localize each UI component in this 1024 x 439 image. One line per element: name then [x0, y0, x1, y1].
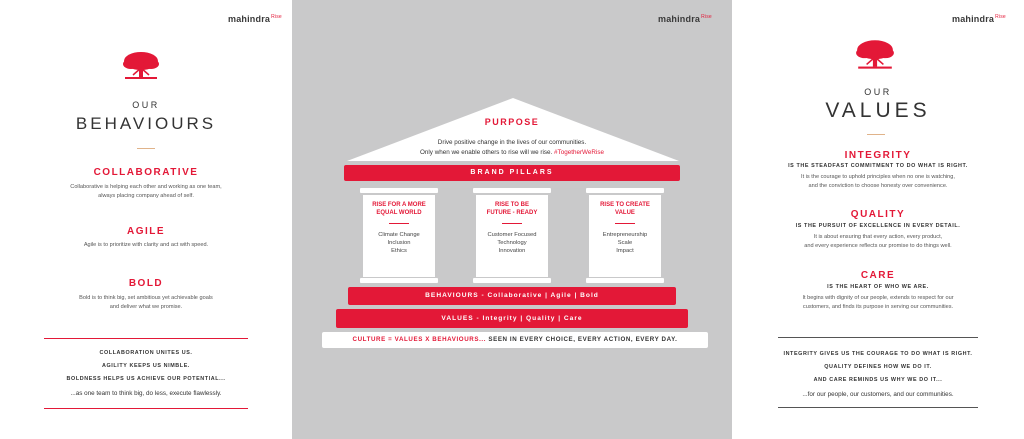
quality-statement: IS THE PURSUIT OF EXCELLENCE IN EVERY DETAIL. — [795, 223, 961, 229]
footer-tagline: ...as one team to think big, do less, execute flawlessly. — [70, 390, 222, 397]
pillar-capital — [473, 188, 551, 193]
purpose-line — [292, 148, 732, 158]
culture-formula: CULTURE = VALUES X BEHAVIOURS... — [352, 336, 487, 343]
footer-line: COLLABORATION UNITES US. — [99, 350, 193, 356]
brand-suffix: Rise — [995, 14, 1006, 20]
pillar-item: Inclusion — [387, 240, 411, 246]
quality-heading: QUALITY — [850, 209, 906, 220]
culture-statement: SEEN IN EVERY CHOICE, EVERY ACTION, EVERY DAY. — [486, 336, 678, 343]
brand-suffix: Rise — [701, 14, 712, 20]
pillar-title — [476, 201, 548, 217]
brand-logo — [658, 14, 712, 24]
brand-pillars-bar: BRAND PILLARS — [344, 165, 680, 181]
care-text — [732, 294, 1024, 312]
pillar-items — [363, 231, 435, 255]
footer-line: AND CARE REMINDS US WHY WE DO IT... — [813, 377, 943, 383]
integrity-text — [732, 173, 1024, 191]
pillar-title — [589, 201, 661, 217]
pillar-equal-world — [363, 195, 435, 277]
agile-text — [0, 241, 292, 250]
brand-logo — [228, 14, 282, 24]
desc-line: customers, and finds its purpose in serving our communities. — [802, 304, 954, 310]
desc-line: Collaborative is helping each other and working as one team, — [70, 184, 222, 190]
pillar-title-line: RISE TO BE — [495, 202, 529, 208]
behaviours-title: BEHAVIOURS — [75, 114, 217, 133]
pillar-divider — [389, 223, 409, 224]
pillar-item: Technology — [497, 240, 527, 246]
footer-top-rule — [778, 337, 978, 338]
pillar-item: Scale — [617, 240, 633, 246]
collaborative-text — [0, 183, 292, 201]
desc-line: always placing company ahead of self. — [98, 193, 194, 199]
brand-name: mahindra — [658, 14, 701, 24]
title-divider — [137, 148, 155, 149]
pillar-items — [476, 231, 548, 255]
desc-line: Bold is to think big, set ambitious yet achievable goals — [79, 295, 213, 301]
pillar-base — [473, 278, 551, 283]
title-divider — [867, 134, 885, 135]
values-bar: VALUES - Integrity | Quality | Care — [336, 309, 688, 328]
care-statement: IS THE HEART OF WHO WE ARE. — [827, 284, 929, 290]
desc-line: and every experience reflects our promise to do things well. — [804, 243, 952, 249]
desc-line: It is about ensuring that every action, every product, — [813, 234, 943, 240]
brand-name: mahindra — [228, 14, 271, 24]
pillar-item: Customer Focused — [487, 232, 537, 238]
pillar-capital — [586, 188, 664, 193]
pillar-item: Climate Change — [378, 232, 420, 238]
pillar-base — [360, 278, 438, 283]
pillar-capital — [360, 188, 438, 193]
pillar-item: Impact — [616, 248, 634, 254]
footer-line: QUALITY DEFINES HOW WE DO IT. — [824, 364, 932, 370]
culture-temple-panel — [292, 0, 732, 439]
purpose-title: PURPOSE — [484, 117, 540, 127]
our-label: OUR — [864, 87, 892, 97]
purpose-text — [292, 138, 732, 158]
pillar-create-value — [589, 195, 661, 277]
desc-line: and the conviction to choose honesty over convenience. — [808, 183, 948, 189]
purpose-hashtag: #TogetherWeRise — [554, 149, 604, 156]
footer-tagline: ...for our people, our customers, and our communities. — [802, 391, 954, 398]
agile-heading: AGILE — [126, 226, 166, 237]
pillar-item: Innovation — [498, 248, 526, 254]
pillar-divider — [615, 223, 635, 224]
pillar-item: Ethics — [391, 248, 407, 254]
footer-line: BOLDNESS HELPS US ACHIEVE OUR POTENTIAL... — [66, 376, 226, 382]
integrity-statement: IS THE STEADFAST COMMITMENT TO DO WHAT IS RIGHT. — [788, 163, 968, 169]
pillar-item: Entrepreneurship — [602, 232, 648, 238]
bold-text — [0, 294, 292, 312]
bold-heading: BOLD — [128, 278, 164, 289]
values-title: VALUES — [825, 99, 931, 122]
desc-line: It begins with dignity of our people, extends to respect for our — [802, 295, 954, 301]
desc-line: and deliver what we promise. — [109, 304, 183, 310]
pillar-title-line: EQUAL WORLD — [376, 210, 422, 216]
footer-line: AGILITY KEEPS US NIMBLE. — [102, 363, 190, 369]
purpose-line2: Only when we enable others to rise will we rise. — [420, 149, 553, 156]
purpose-line: Drive positive change in the lives of our communities. — [437, 139, 587, 146]
brand-suffix: Rise — [271, 14, 282, 20]
values-panel — [732, 0, 1024, 439]
culture-equation — [322, 332, 708, 348]
brand-name: mahindra — [952, 14, 995, 24]
pillar-items — [589, 231, 661, 255]
tree-icon — [854, 38, 896, 72]
desc-line: It is the courage to uphold principles when no one is watching, — [801, 174, 955, 180]
desc-line: Agile is to prioritize with clarity and act with speed. — [83, 242, 209, 248]
behaviours-bar: BEHAVIOURS - Collaborative | Agile | Bold — [348, 287, 676, 305]
pillar-base — [586, 278, 664, 283]
pillar-title-line: RISE FOR A MORE — [372, 202, 426, 208]
footer-top-rule — [44, 338, 248, 339]
collaborative-heading: COLLABORATIVE — [93, 167, 199, 178]
quality-text — [732, 233, 1024, 251]
footer-line: INTEGRITY GIVES US THE COURAGE TO DO WHAT IS RIGHT. — [783, 351, 973, 357]
tree-icon — [121, 50, 161, 82]
footer-bottom-rule — [778, 407, 978, 408]
pillar-future-ready — [476, 195, 548, 277]
pillar-divider — [502, 223, 522, 224]
pillar-title-line: RISE TO CREATE — [600, 202, 650, 208]
pillar-title-line: FUTURE - READY — [486, 210, 538, 216]
pillar-title — [363, 201, 435, 217]
footer-bottom-rule — [44, 408, 248, 409]
brand-logo — [952, 14, 1006, 24]
pillar-title-line: VALUE — [615, 210, 635, 216]
integrity-heading: INTEGRITY — [844, 150, 912, 161]
behaviours-panel — [0, 0, 292, 439]
our-label: OUR — [132, 100, 160, 110]
care-heading: CARE — [860, 270, 896, 281]
